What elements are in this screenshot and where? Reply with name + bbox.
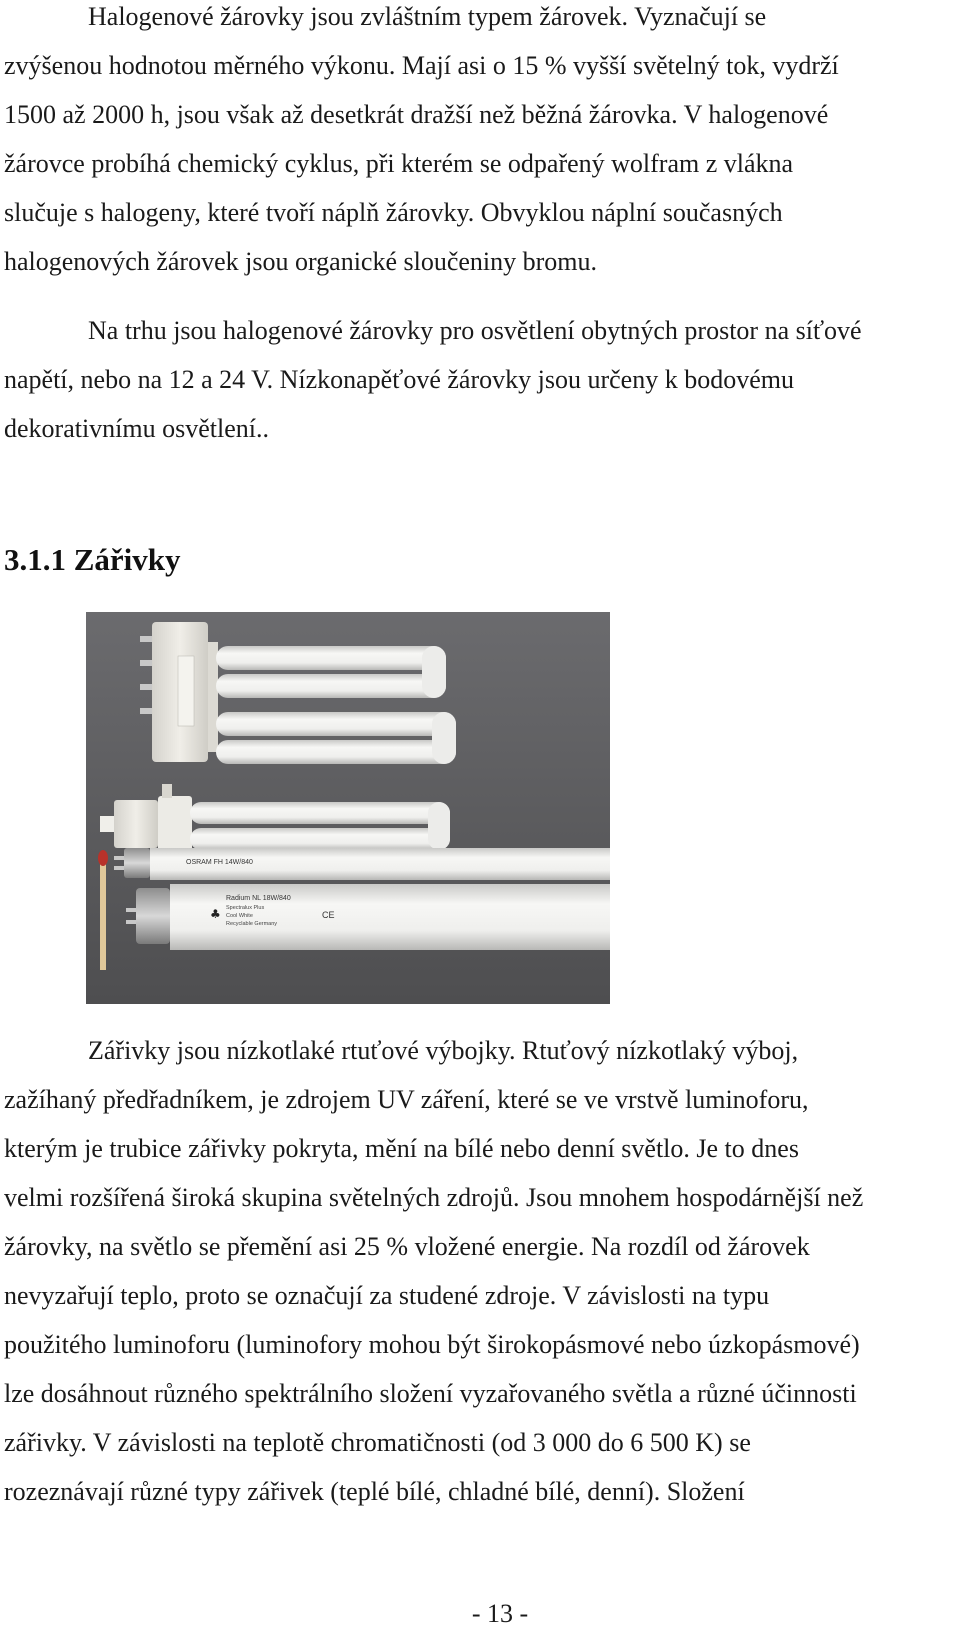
text-line: Zářivky jsou nízkotlaké rtuťové výbojky. Rtuťový nízkotlaký výboj,	[88, 1036, 799, 1065]
text-line: slučuje s halogeny, které tvoří náplň žárovky. Obvyklou náplní současných	[4, 198, 783, 227]
tube-sublabel: Cool White	[226, 913, 253, 919]
tube-label-osram: OSRAM FH 14W/840	[186, 859, 253, 866]
text-line: halogenových žárovek jsou organické sloučeniny bromu.	[4, 247, 598, 276]
text-line: žárovky, na světlo se přemění asi 25 % vložené energie. Na rozdíl od žárovek	[4, 1232, 810, 1261]
text-line: rozeznávají různé typy zářivek (teplé bílé, chladné bílé, denní). Složení	[4, 1477, 745, 1506]
paragraph-fluorescent	[4, 1026, 956, 1516]
text-line: 1500 až 2000 h, jsou však až desetkrát dražší než běžná žárovka. V halogenové	[4, 100, 829, 129]
tube-sublabel: Spectralux Plus	[226, 905, 265, 911]
text-line: zažíhaný předřadníkem, je zdrojem UV záření, které se ve vrstvě luminoforu,	[4, 1085, 809, 1114]
text-line: kterým je trubice zářivky pokryta, mění na bílé nebo denní světlo. Je to dnes	[4, 1134, 799, 1163]
page-number: - 13 -	[471, 1599, 529, 1628]
clover-logo-icon: ♣	[210, 907, 221, 921]
text-line: Na trhu jsou halogenové žárovky pro osvětlení obytných prostor na síťové	[88, 316, 862, 345]
paragraph-halogen-market	[4, 306, 956, 453]
linear-tube-t8	[126, 884, 610, 950]
text-line: použitého luminoforu (luminofory mohou být širokopásmové nebo úzkopásmové)	[4, 1330, 860, 1359]
text-line: dekorativnímu osvětlení..	[4, 414, 270, 443]
text-line: lze dosáhnout různého spektrálního složení vyzařovaného světla a různé účinnosti	[4, 1379, 857, 1408]
text-line: zvýšenou hodnotou měrného výkonu. Mají asi o 15 % vyšší světelný tok, vydrží	[4, 51, 839, 80]
tube-sublabel: Recyclable Germany	[226, 921, 278, 927]
section-heading: 3.1.1 Zářivky	[4, 542, 181, 577]
text-line: velmi rozšířená široká skupina světelných zdrojů. Jsou mnohem hospodárnější než	[4, 1183, 864, 1212]
linear-tube-t5	[114, 848, 610, 880]
paragraph-halogen-intro	[4, 0, 956, 286]
text-line: zářivky. V závislosti na teplotě chromatičnosti (od 3 000 do 6 500 K) se	[4, 1428, 751, 1457]
ce-mark: CE	[322, 910, 335, 920]
text-line: nevyzařují teplo, proto se označují za studené zdroje. V závislosti na typu	[4, 1281, 770, 1310]
fluorescent-lamps-photo	[86, 612, 610, 1004]
text-line: Halogenové žárovky jsou zvláštním typem žárovek. Vyznačují se	[88, 2, 767, 31]
tube-label-radium: Radium NL 18W/840	[226, 895, 291, 902]
text-line: napětí, nebo na 12 a 24 V. Nízkonapěťové žárovky jsou určeny k bodovému	[4, 365, 794, 394]
text-line: žárovce probíhá chemický cyklus, při kterém se odpařený wolfram z vlákna	[4, 149, 794, 178]
